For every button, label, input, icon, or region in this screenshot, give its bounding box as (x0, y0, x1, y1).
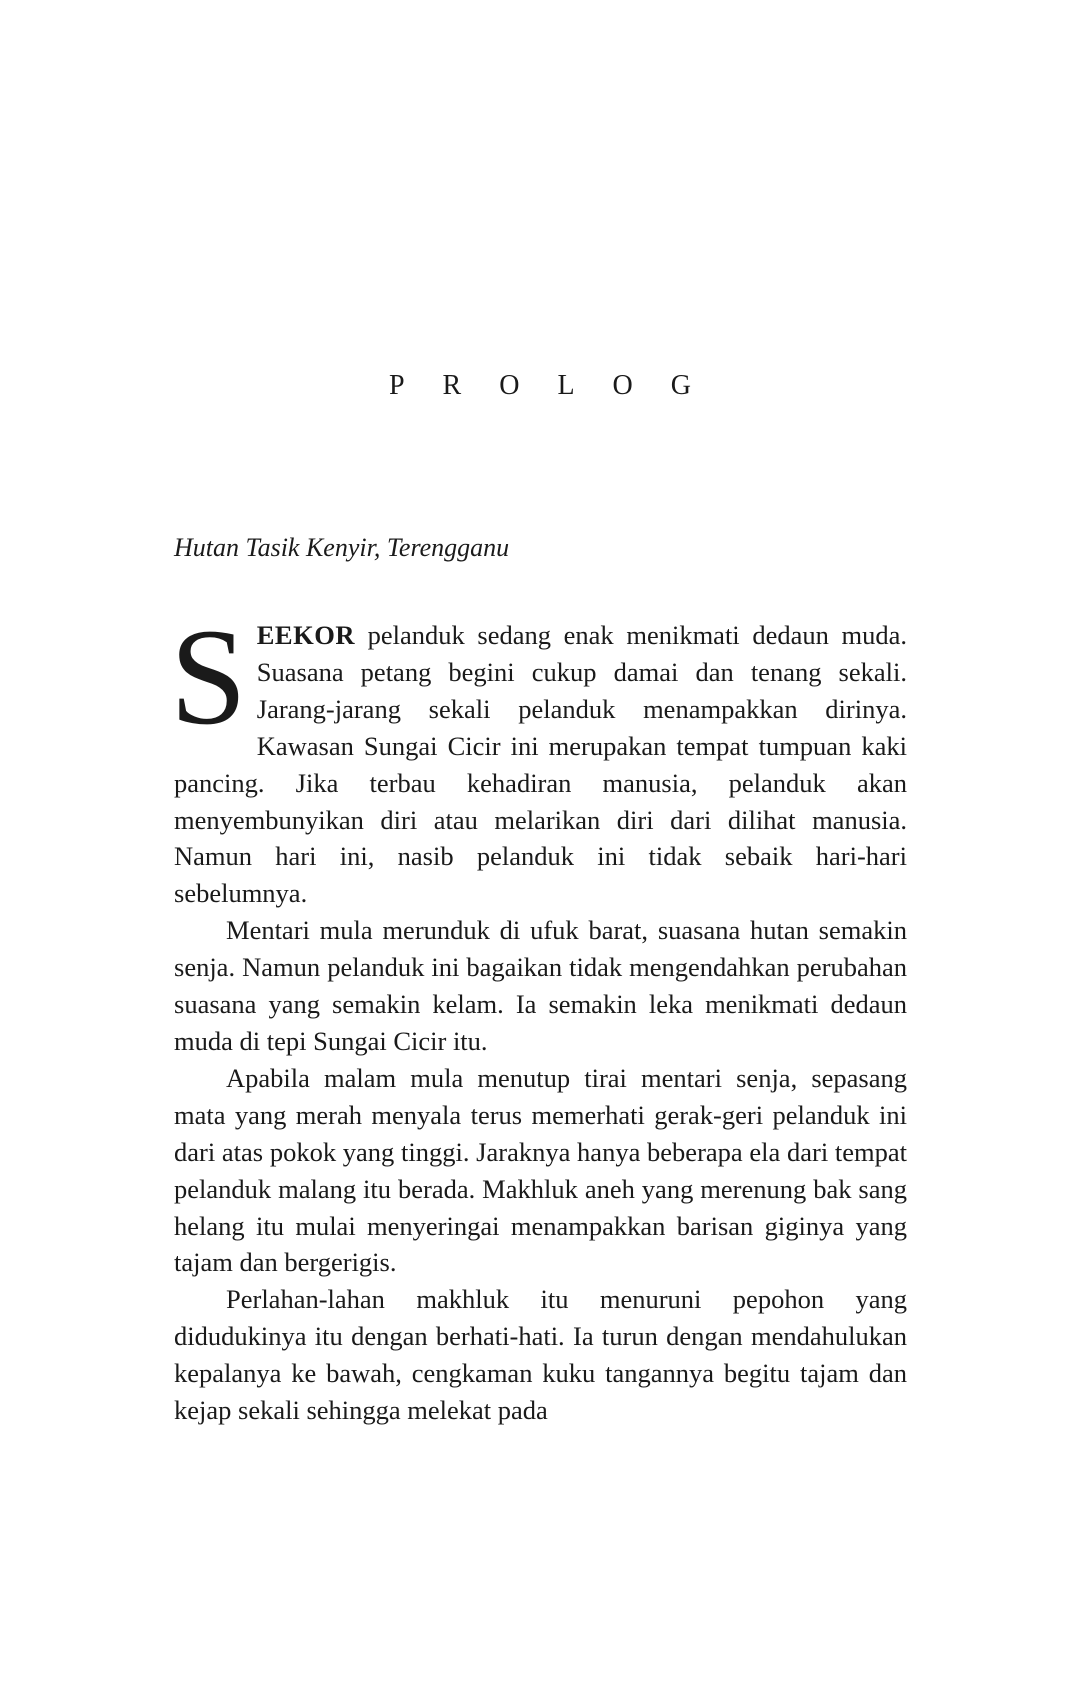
paragraph-1 (170, 600, 907, 912)
body-text (170, 600, 907, 1429)
paragraph-3: Apabila malam mula menutup tirai mentari senja, sepasang mata yang merah menyala terus memerhati gerak-geri pelanduk ini dari atas pokok yang tinggi. Jaraknya hanya beberapa ela dari tempat pelanduk malang itu berada. Makhluk aneh yang merenung bak sang helang itu mulai menyeringai menampakkan barisan giginya yang tajam dan bergerigis. (174, 1062, 907, 1278)
paragraph-2: Mentari mula merunduk di ufuk barat, suasana hutan semakin senja. Namun pelanduk ini bagaikan tidak mengendahkan perubahan suasana yang semakin kelam. Ia semakin leka menikmati dedaun muda di tepi Sungai Cicir itu. (174, 915, 907, 1056)
paragraph-4: Perlahan-lahan makhluk itu menuruni pepohon yang didudukinya itu dengan berhati-hati. Ia turun dengan mendahulukan kepalanya ke bawah, cengkaman kuku tangannya begitu tajam dan kejap sekali sehingga melekat pada (174, 1284, 907, 1426)
location-subtitle: Hutan Tasik Kenyir, Terengganu (174, 533, 510, 562)
drop-cap: S (170, 600, 247, 753)
lead-word: EEKOR (256, 620, 355, 650)
paragraph-1-text: pelanduk sedang enak menikmati dedaun muda. Suasana petang begini cukup damai dan tenang sekali. Jarang-jarang sekali pelanduk menampakkan dirinya. Kawasan Sungai Cicir ini merupakan tempat tumpuan kaki pancing. Jika terbau kehadiran manusia, pelanduk akan menyembunyikan diri atau melarikan diri dari dilihat manusia. Namun hari ini, nasib pelanduk ini tidak sebaik hari-hari sebelumnya. (174, 620, 907, 909)
chapter-title: PROLOG (388, 370, 729, 401)
